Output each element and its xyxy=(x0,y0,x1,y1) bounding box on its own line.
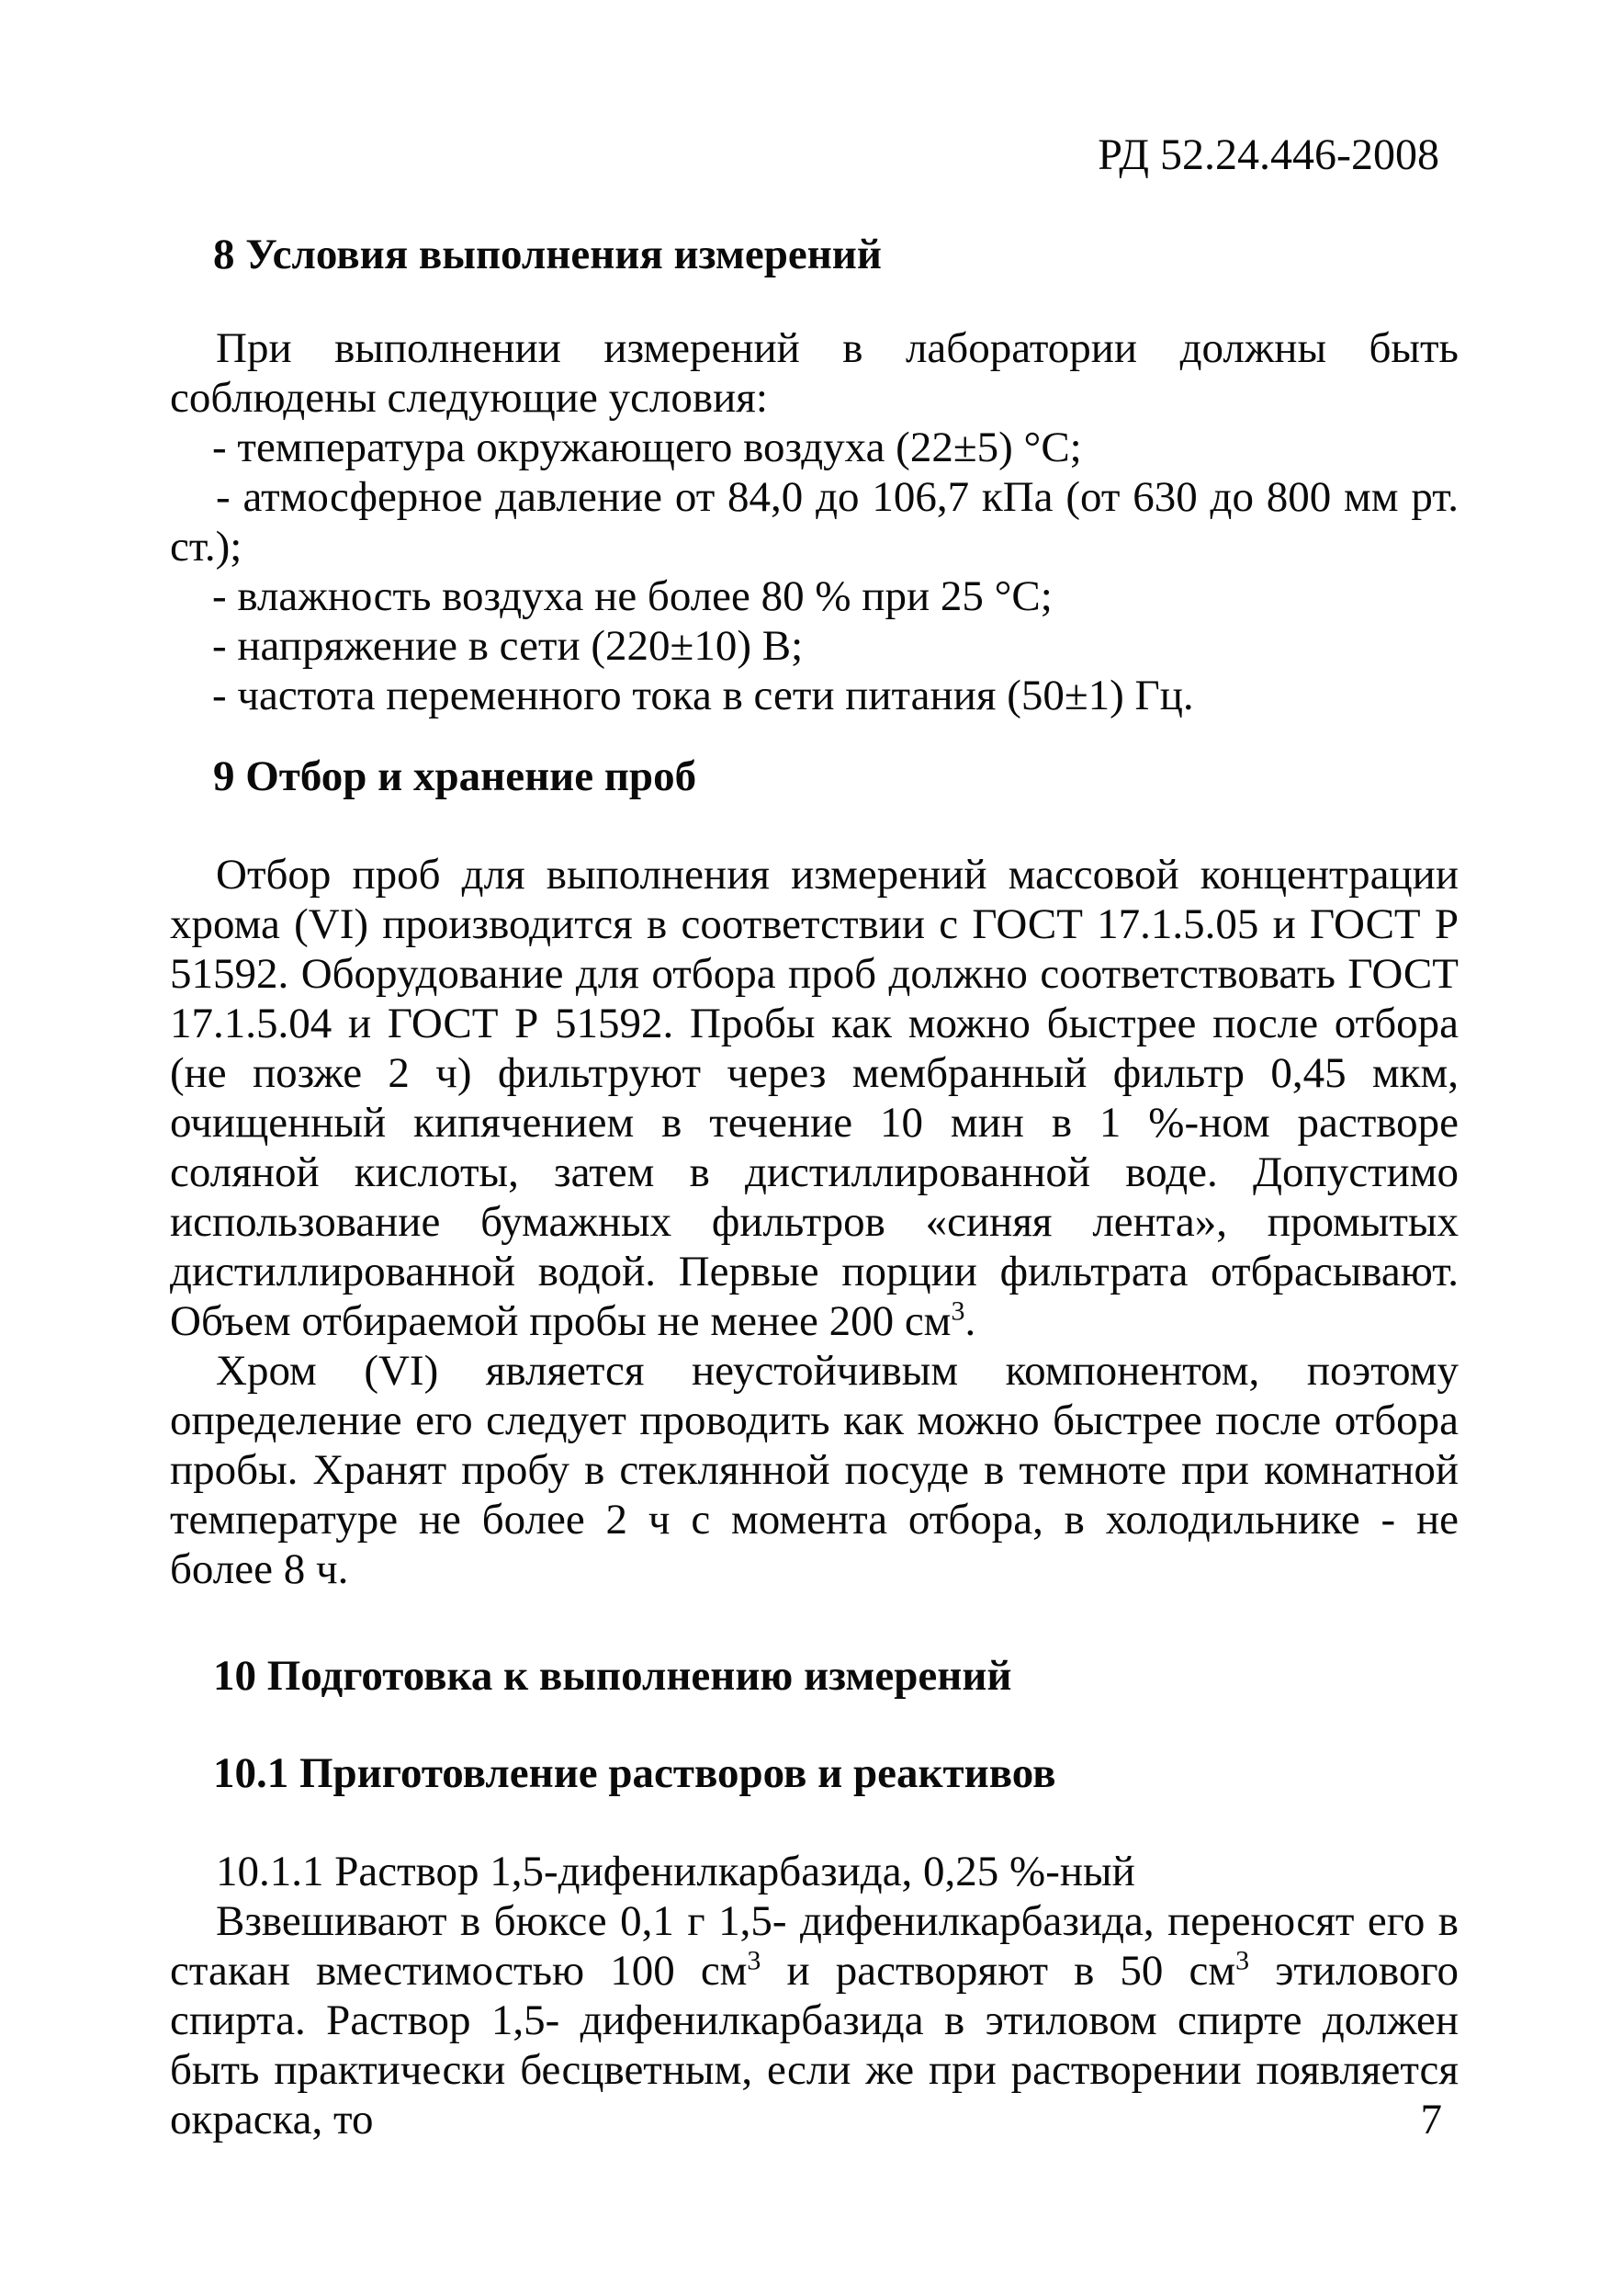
document-code: РД 52.24.446-2008 xyxy=(1098,130,1439,179)
condition-item: - атмосферное давление от 84,0 до 106,7 кПа (от 630 до 800 мм рт. ст.); xyxy=(170,473,1459,571)
page-number: 7 xyxy=(1420,2096,1442,2143)
reagent-text: Взвешивают в бюксе 0,1 г 1,5- дифенилкарбазида, переносят его в стакан вместимостью 100 см xyxy=(170,1897,1459,1995)
section-10-1-heading: 10.1 Приготовление растворов и реактивов xyxy=(213,1749,1056,1797)
section-8-intro: При выполнении измерений в лаборатории должны быть соблюдены следующие условия: xyxy=(170,324,1459,422)
item-10-1-1-title: 10.1.1 Раствор 1,5-дифенилкарбазида, 0,25 %-ный xyxy=(216,1848,1135,1895)
sampling-text-end: . xyxy=(964,1297,976,1345)
section-9-body xyxy=(170,850,1459,1594)
condition-item: - температура окружающего воздуха (22±5) °С; xyxy=(212,424,1082,471)
section-10-body xyxy=(170,1847,1459,2144)
unit-superscript: 3 xyxy=(1235,1945,1250,1976)
unit-superscript: 3 xyxy=(951,1295,965,1327)
condition-item: - напряжение в сети (220±10) В; xyxy=(212,622,804,670)
storage-paragraph: Хром (VI) является неустойчивым компонентом, поэтому определение его следует проводить как можно быстрее после отбора пробы. Хранят пробу в стеклянной посуде в темноте при комнатной температуре не более 2 ч с момента отбора, в холодильнике - не более 8 ч. xyxy=(170,1347,1459,1593)
reagent-text: этилового спирта. Раствор 1,5- дифенилкарбазида в этиловом спирте должен быть практически бесцветным, если же при растворении появляется окраска, то xyxy=(170,1947,1459,2143)
section-10-heading: 10 Подготовка к выполнению измерений xyxy=(213,1652,1012,1700)
section-8-heading: 8 Условия выполнения измерений xyxy=(213,231,882,278)
section-8-body xyxy=(170,323,1459,720)
condition-item: - влажность воздуха не более 80 % при 25 °С; xyxy=(212,572,1053,620)
section-9-heading: 9 Отбор и хранение проб xyxy=(213,752,697,800)
sampling-paragraph xyxy=(170,850,1459,1346)
condition-item: - частота переменного тока в сети питания (50±1) Гц. xyxy=(212,672,1194,719)
sampling-text: Отбор проб для выполнения измерений массовой концентрации хрома (VI) производится в соответствии с ГОСТ 17.1.5.05 и ГОСТ Р 51592. Оборудование для отбора проб должно соответствовать ГОСТ 17.1.5.04 и ГОСТ Р 51592. Пробы как можно быстрее после отбора (не позже 2 ч) фильтруют через мембранный фильтр 0,45 мкм, очищенный кипячением в течение 10 мин в 1 %-ном растворе соляной кислоты, затем в дистиллированной воде. Допустимо использование бумажных фильтров «синяя лента», промытых дистиллированной водой. Первые порции фильтрата отбрасывают. Объем отбираемой пробы не менее 200 см xyxy=(170,851,1459,1345)
unit-superscript: 3 xyxy=(747,1945,761,1976)
reagent-text: и растворяют в 50 см xyxy=(761,1947,1236,1995)
reagent-paragraph xyxy=(170,1896,1459,2144)
